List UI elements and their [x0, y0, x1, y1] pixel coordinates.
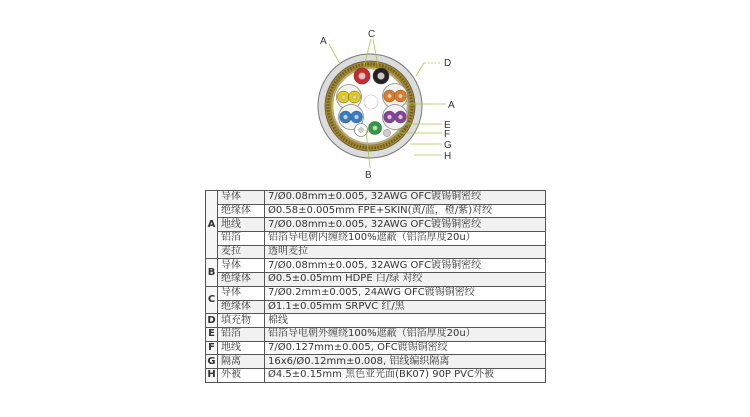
spec-item-name: 绝缘体 — [218, 273, 265, 287]
spec-item-value: 透明麦拉 — [265, 245, 546, 259]
signal-pair-blue-conductor — [343, 115, 347, 119]
spec-row — [206, 232, 546, 246]
spec-item-name: 地线 — [218, 341, 265, 355]
spec-group-label: E — [206, 327, 218, 341]
callout-g: G — [444, 140, 452, 151]
spec-item-value: 7/Ø0.08mm±0.005, 32AWG OFC镀锡铜密绞 — [265, 191, 546, 205]
power-wire-red-conductor — [359, 73, 366, 80]
spec-item-name: 导体 — [218, 259, 265, 273]
spec-row — [206, 355, 546, 369]
signal-pair-yellow-conductor — [352, 95, 356, 99]
spec-group-label: H — [207, 369, 216, 381]
spec-row — [206, 191, 546, 205]
spec-row — [206, 259, 546, 273]
spec-row — [206, 273, 546, 287]
spec-item-value: Ø0.5±0.05mm HDPE 白/绿 对绞 — [265, 273, 546, 287]
spec-item-name: 隔离 — [218, 355, 265, 369]
signal-pair-purple-conductor — [398, 115, 402, 119]
callout-c: C — [368, 29, 376, 40]
spec-group-label: C — [206, 286, 218, 313]
spec-row — [206, 204, 546, 218]
spec-item-value: Ø1.1±0.05mm SRPVC 红/黑 — [265, 300, 546, 314]
spec-item-name: 铝箔 — [218, 327, 265, 341]
drain-wire — [384, 130, 391, 137]
callout-h: H — [444, 151, 452, 162]
spec-item-name: 填充物 — [218, 314, 265, 328]
spec-row — [206, 300, 546, 314]
spec-group-label: D — [207, 314, 216, 326]
cable-cross-section-diagram — [0, 0, 750, 190]
spec-item-name: 导体 — [218, 191, 265, 205]
spec-row — [206, 327, 546, 341]
spec-item-name: 外被 — [218, 368, 265, 382]
signal-pair-blue-conductor — [354, 115, 358, 119]
spec-item-value: 7/Ø0.08mm±0.005, 32AWG OFC镀锡铜密绞 — [265, 259, 546, 273]
signal-pair-orange-conductor — [398, 94, 402, 98]
spec-group-label: B — [206, 259, 218, 286]
callout-f: F — [444, 129, 451, 140]
spec-item-value: 16x6/Ø0.12mm±0.008, 铝线编织隔离 — [265, 355, 546, 369]
spec-row — [206, 314, 546, 328]
callout-a-top: A — [320, 36, 327, 47]
pair-green-wire-conductor — [373, 126, 378, 131]
spec-item-value: 铝箔导电朝外缠绕100%遮蔽（铝箔厚度20u） — [265, 327, 546, 341]
filler-yarn — [364, 95, 378, 109]
spec-row — [206, 286, 546, 300]
spec-row — [206, 245, 546, 259]
spec-group-label: G — [207, 355, 216, 367]
leader-line-a-top — [329, 44, 340, 64]
signal-pair-yellow-conductor — [341, 95, 345, 99]
callout-a-right: A — [448, 100, 455, 111]
spec-item-value: 铝箔导电朝内缠绕100%遮蔽（铝箔厚度20u） — [265, 232, 546, 246]
pair-white-wire-conductor — [359, 128, 364, 133]
leader-line-d-drop — [416, 63, 424, 76]
spec-group-label: F — [206, 341, 218, 355]
callout-d: D — [444, 58, 452, 69]
spec-item-value: 棉线 — [265, 314, 546, 328]
spec-row — [206, 368, 546, 382]
spec-item-value: Ø4.5±0.15mm 黑色亚光面(BK07) 90P PVC外被 — [265, 368, 546, 382]
callout-e: E — [444, 120, 451, 131]
power-wire-black-conductor — [378, 73, 385, 80]
spec-item-value: 7/Ø0.08mm±0.005, 32AWG OFC镀锡铜密绞 — [265, 218, 546, 232]
specification-table — [205, 190, 546, 383]
spec-item-name: 地线 — [218, 218, 265, 232]
spec-row — [206, 218, 546, 232]
signal-pair-purple-conductor — [387, 115, 391, 119]
callout-b: B — [365, 170, 372, 181]
spec-item-name: 导体 — [218, 286, 265, 300]
spec-item-name: 铝箔 — [218, 232, 265, 246]
spec-row — [206, 341, 546, 355]
spec-group-label: A — [206, 191, 218, 259]
spec-item-value: 7/Ø0.127mm±0.005, OFC镀锡铜密绞 — [265, 341, 546, 355]
spec-item-name: 绝缘体 — [218, 204, 265, 218]
spec-item-value: Ø0.58±0.005mm FPE+SKIN(黄/蓝，橙/紫)对绞 — [265, 204, 546, 218]
spec-item-name: 绝缘体 — [218, 300, 265, 314]
cable-cross-section — [318, 54, 422, 158]
spec-item-value: 7/Ø0.2mm±0.005, 24AWG OFC镀锡铜密绞 — [265, 286, 546, 300]
spec-item-name: 麦拉 — [218, 245, 265, 259]
signal-pair-orange-conductor — [387, 94, 391, 98]
